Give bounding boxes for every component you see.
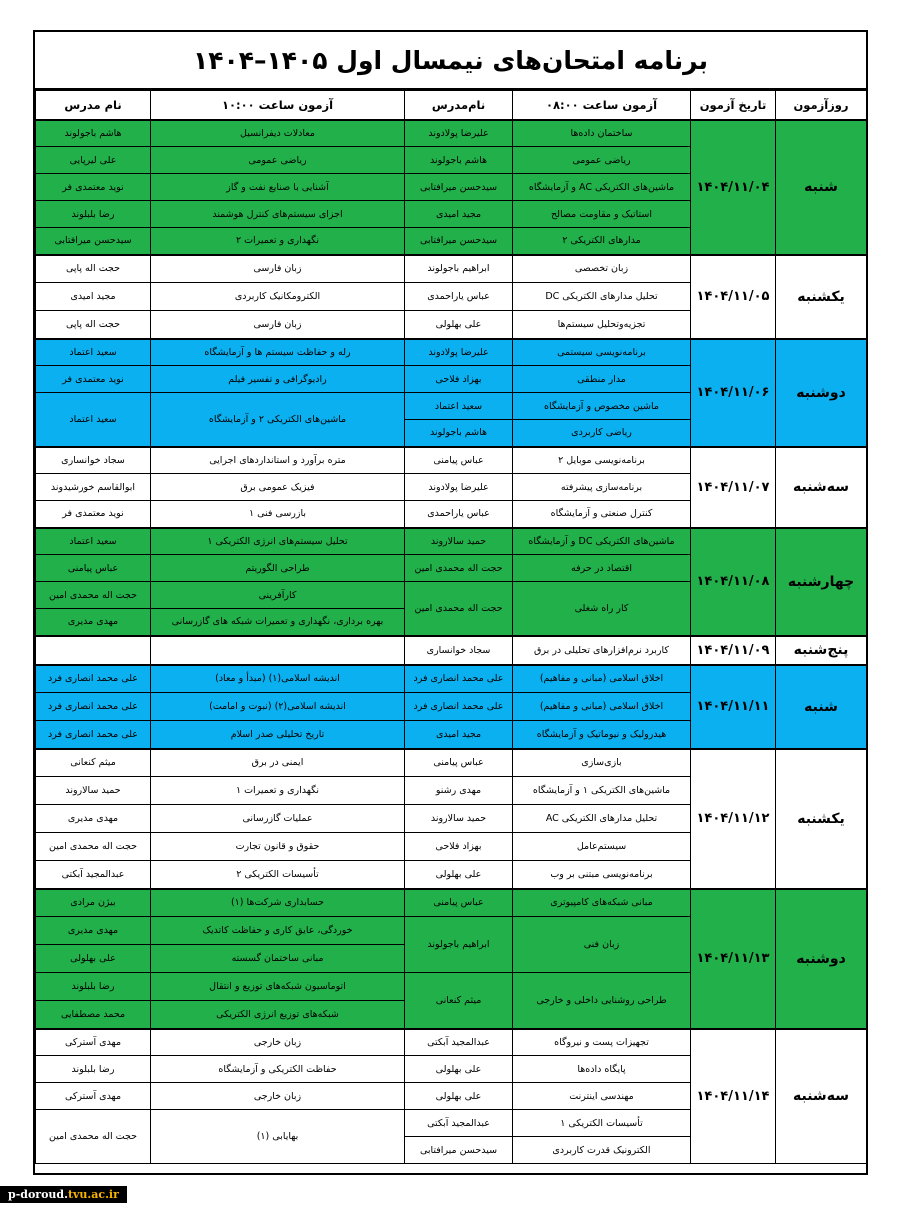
teacher-1000: نوید معتمدی فر bbox=[36, 366, 151, 393]
date-cell: ۱۴۰۴/۱۱/۰۸ bbox=[691, 528, 776, 636]
date-cell: ۱۴۰۴/۱۱/۰۹ bbox=[691, 636, 776, 665]
date-cell: ۱۴۰۴/۱۱/۰۴ bbox=[691, 120, 776, 255]
course-1000: طراحی الگوریتم bbox=[151, 555, 405, 582]
table-row bbox=[36, 447, 867, 474]
teacher-1000: میثم کنعانی bbox=[36, 749, 151, 777]
course-0800: استاتیک و مقاومت مصالح bbox=[513, 201, 691, 228]
teacher-0800: سیدحسن میرافتابی bbox=[405, 1137, 513, 1164]
teacher-0800: عبدالمجید آبکتی bbox=[405, 1110, 513, 1137]
course-0800: تجزیه‌وتحلیل سیستم‌ها bbox=[513, 311, 691, 339]
course-1000: ریاضی عمومی bbox=[151, 147, 405, 174]
course-1000: آشنایی با صنایع نفت و گاز bbox=[151, 174, 405, 201]
teacher-0800: سیدحسن میرافتابی bbox=[405, 174, 513, 201]
course-1000: نگهداری و تعمیرات ۱ bbox=[151, 777, 405, 805]
date-cell: ۱۴۰۴/۱۱/۱۱ bbox=[691, 665, 776, 749]
course-0800: برنامه‌نویسی موبایل ۲ bbox=[513, 447, 691, 474]
course-1000: مبانی ساختمان گسسته bbox=[151, 945, 405, 973]
course-0800: الکترونیک قدرت کاربردی bbox=[513, 1137, 691, 1164]
teacher-1000: هاشم باجولوند bbox=[36, 120, 151, 147]
course-1000: اتوماسیون شبکه‌های توزیع و انتقال bbox=[151, 973, 405, 1001]
course-0800: سیستم‌عامل bbox=[513, 833, 691, 861]
day-cell: دوشنبه bbox=[776, 339, 867, 447]
day-cell: سه‌شنبه bbox=[776, 447, 867, 528]
table-row bbox=[36, 1029, 867, 1056]
teacher-1000: علی محمد انصاری فرد bbox=[36, 693, 151, 721]
course-0800: ریاضی عمومی bbox=[513, 147, 691, 174]
course-0800: ماشین‌های الکتریکی AC و آزمایشگاه bbox=[513, 174, 691, 201]
day-cell: چهارشنبه bbox=[776, 528, 867, 636]
teacher-1000: علی محمد انصاری فرد bbox=[36, 721, 151, 749]
course-1000: فیزیک عمومی برق bbox=[151, 474, 405, 501]
date-cell: ۱۴۰۴/۱۱/۰۶ bbox=[691, 339, 776, 447]
course-0800: تجهیزات پست و نیروگاه bbox=[513, 1029, 691, 1056]
teacher-1000: محمد مصطفایی bbox=[36, 1001, 151, 1029]
course-1000: الکترومکانیک کاربردی bbox=[151, 283, 405, 311]
teacher-0800: علیرضا پولادوند bbox=[405, 474, 513, 501]
day-group bbox=[36, 665, 867, 749]
course-1000: ماشین‌های الکتریکی ۲ و آزمایشگاه bbox=[151, 393, 405, 447]
teacher-1000: رضا بلبلوند bbox=[36, 201, 151, 228]
course-0800: مدار منطقی bbox=[513, 366, 691, 393]
course-1000: نگهداری و تعمیرات ۲ bbox=[151, 228, 405, 255]
table-row bbox=[36, 339, 867, 366]
date-cell: ۱۴۰۴/۱۱/۱۳ bbox=[691, 889, 776, 1029]
teacher-0800: حجت اله محمدی امین bbox=[405, 555, 513, 582]
course-0800: بازی‌سازی bbox=[513, 749, 691, 777]
course-0800: ریاضی کاربردی bbox=[513, 420, 691, 447]
day-cell: دوشنبه bbox=[776, 889, 867, 1029]
teacher-1000: حمید سالاروند bbox=[36, 777, 151, 805]
course-1000: بازرسی فنی ۱ bbox=[151, 501, 405, 528]
teacher-0800: علیرضا پولادوند bbox=[405, 120, 513, 147]
header-exam-0800: آزمون ساعت ۰۸:۰۰ bbox=[513, 91, 691, 120]
day-cell: شنبه bbox=[776, 120, 867, 255]
course-1000: اجزای سیستم‌های کنترل هوشمند bbox=[151, 201, 405, 228]
teacher-0800: مجید امیدی bbox=[405, 721, 513, 749]
day-group bbox=[36, 636, 867, 665]
header-teacher-1000: نام مدرس bbox=[36, 91, 151, 120]
day-cell: سه‌شنبه bbox=[776, 1029, 867, 1164]
teacher-0800: سجاد خوانساری bbox=[405, 636, 513, 665]
teacher-1000: مهدی آسترکی bbox=[36, 1029, 151, 1056]
course-1000: رله و حفاظت سیستم ها و آزمایشگاه bbox=[151, 339, 405, 366]
teacher-0800: عباس پیامنی bbox=[405, 447, 513, 474]
teacher-1000: حجت اله محمدی امین bbox=[36, 1110, 151, 1164]
course-0800: مبانی شبکه‌های کامپیوتری bbox=[513, 889, 691, 917]
course-1000: زبان فارسی bbox=[151, 255, 405, 283]
schedule-table bbox=[35, 90, 867, 1164]
course-0800: هیدرولیک و نیوماتیک و آزمایشگاه bbox=[513, 721, 691, 749]
teacher-0800: عباس یاراحمدی bbox=[405, 501, 513, 528]
header-date: تاریخ آزمون bbox=[691, 91, 776, 120]
course-0800: زبان فنی bbox=[513, 917, 691, 973]
teacher-0800: مجید امیدی bbox=[405, 201, 513, 228]
teacher-0800: علی بهلولی bbox=[405, 1056, 513, 1083]
course-1000: عملیات گازرسانی bbox=[151, 805, 405, 833]
teacher-0800: هاشم باجولوند bbox=[405, 420, 513, 447]
course-0800: مهندسی اینترنت bbox=[513, 1083, 691, 1110]
teacher-1000: مهدی آسترکی bbox=[36, 1083, 151, 1110]
teacher-0800: حجت اله محمدی امین bbox=[405, 582, 513, 636]
teacher-1000: رضا بلبلوند bbox=[36, 973, 151, 1001]
teacher-1000: رضا بلبلوند bbox=[36, 1056, 151, 1083]
course-0800: اخلاق اسلامی (مبانی و مفاهیم) bbox=[513, 665, 691, 693]
teacher-1000: نوید معتمدی فر bbox=[36, 174, 151, 201]
course-1000: بهره برداری، نگهداری و تعمیرات شبکه های گازرسانی bbox=[151, 609, 405, 636]
table-row bbox=[36, 255, 867, 283]
teacher-0800: حمید سالاروند bbox=[405, 805, 513, 833]
teacher-1000: علی لیرپایی bbox=[36, 147, 151, 174]
course-0800: برنامه‌نویسی مبتنی بر وب bbox=[513, 861, 691, 889]
course-1000: متره برآورد و استانداردهای اجرایی bbox=[151, 447, 405, 474]
teacher-0800: بهزاد فلاحی bbox=[405, 366, 513, 393]
teacher-0800: مهدی رشنو bbox=[405, 777, 513, 805]
day-group bbox=[36, 255, 867, 339]
day-group bbox=[36, 447, 867, 528]
teacher-0800: علی بهلولی bbox=[405, 1083, 513, 1110]
day-cell: پنج‌شنبه bbox=[776, 636, 867, 665]
teacher-0800: عبدالمجید آبکتی bbox=[405, 1029, 513, 1056]
teacher-0800: بهزاد فلاحی bbox=[405, 833, 513, 861]
teacher-1000: حجت اله پاپی bbox=[36, 311, 151, 339]
exam-schedule-sheet bbox=[33, 30, 868, 1175]
day-group bbox=[36, 120, 867, 255]
course-1000: تأسیسات الکتریکی ۲ bbox=[151, 861, 405, 889]
date-cell: ۱۴۰۴/۱۱/۱۴ bbox=[691, 1029, 776, 1164]
teacher-1000: مهدی مدیری bbox=[36, 609, 151, 636]
header-row bbox=[36, 91, 867, 120]
day-cell: شنبه bbox=[776, 665, 867, 749]
course-0800: کار راه شغلی bbox=[513, 582, 691, 636]
course-0800: برنامه‌نویسی سیستمی bbox=[513, 339, 691, 366]
teacher-0800: علیرضا پولادوند bbox=[405, 339, 513, 366]
day-group bbox=[36, 528, 867, 636]
course-1000 bbox=[151, 636, 405, 665]
course-0800: اقتصاد در حرفه bbox=[513, 555, 691, 582]
header-day: روزآزمون bbox=[776, 91, 867, 120]
course-0800: ماشین‌های الکتریکی ۱ و آزمایشگاه bbox=[513, 777, 691, 805]
teacher-1000: حجت اله محمدی امین bbox=[36, 833, 151, 861]
table-row bbox=[36, 889, 867, 917]
teacher-1000: سعید اعتماد bbox=[36, 339, 151, 366]
course-1000: کارآفرینی bbox=[151, 582, 405, 609]
teacher-1000 bbox=[36, 636, 151, 665]
day-group bbox=[36, 339, 867, 447]
page-title: برنامه امتحان‌های نیمسال اول ۱۴۰۵–۱۴۰۴ bbox=[35, 32, 866, 90]
course-1000: بهایابی (۱) bbox=[151, 1110, 405, 1164]
teacher-0800: حمید سالاروند bbox=[405, 528, 513, 555]
course-0800: اخلاق اسلامی (مبانی و مفاهیم) bbox=[513, 693, 691, 721]
course-1000: رادیوگرافی و تفسیر فیلم bbox=[151, 366, 405, 393]
teacher-1000: عبدالمجید آبکتی bbox=[36, 861, 151, 889]
teacher-1000: مهدی مدیری bbox=[36, 805, 151, 833]
teacher-0800: علی بهلولی bbox=[405, 861, 513, 889]
teacher-0800: ابراهیم باجولوند bbox=[405, 255, 513, 283]
course-1000: حقوق و قانون تجارت bbox=[151, 833, 405, 861]
date-cell: ۱۴۰۴/۱۱/۰۵ bbox=[691, 255, 776, 339]
teacher-1000: بیژن مرادی bbox=[36, 889, 151, 917]
teacher-0800: علی محمد انصاری فرد bbox=[405, 693, 513, 721]
course-1000: تاریخ تحلیلی صدر اسلام bbox=[151, 721, 405, 749]
course-1000: تحلیل سیستم‌های انرژی الکتریکی ۱ bbox=[151, 528, 405, 555]
table-row bbox=[36, 636, 867, 665]
teacher-1000: مجید امیدی bbox=[36, 283, 151, 311]
table-row bbox=[36, 665, 867, 693]
course-1000: حسابداری شرکت‌ها (۱) bbox=[151, 889, 405, 917]
course-0800: برنامه‌سازی پیشرفته bbox=[513, 474, 691, 501]
teacher-1000: سیدحسن میرافتابی bbox=[36, 228, 151, 255]
day-group bbox=[36, 749, 867, 889]
day-group bbox=[36, 1029, 867, 1164]
course-0800: مدارهای الکتریکی ۲ bbox=[513, 228, 691, 255]
teacher-1000: حجت اله محمدی امین bbox=[36, 582, 151, 609]
course-0800: تأسیسات الکتریکی ۱ bbox=[513, 1110, 691, 1137]
course-1000: زبان خارجی bbox=[151, 1029, 405, 1056]
teacher-0800: عباس پیامنی bbox=[405, 749, 513, 777]
course-0800: کاربرد نرم‌افزارهای تحلیلی در برق bbox=[513, 636, 691, 665]
teacher-1000: مهدی مدیری bbox=[36, 917, 151, 945]
course-0800: پایگاه داده‌ها bbox=[513, 1056, 691, 1083]
teacher-0800: علی محمد انصاری فرد bbox=[405, 665, 513, 693]
course-1000: اندیشه اسلامی(۲) (نبوت و امامت) bbox=[151, 693, 405, 721]
course-1000: شبکه‌های توزیع انرژی الکتریکی bbox=[151, 1001, 405, 1029]
teacher-1000: ابوالقاسم خورشیدوند bbox=[36, 474, 151, 501]
teacher-1000: سعید اعتماد bbox=[36, 393, 151, 447]
course-0800: تحلیل مدارهای الکتریکی AC bbox=[513, 805, 691, 833]
site-prefix: p-doroud. bbox=[8, 1188, 68, 1201]
header-exam-1000: آزمون ساعت ۱۰:۰۰ bbox=[151, 91, 405, 120]
teacher-1000: علی محمد انصاری فرد bbox=[36, 665, 151, 693]
course-0800: ماشین‌های الکتریکی DC و آزمایشگاه bbox=[513, 528, 691, 555]
date-cell: ۱۴۰۴/۱۱/۱۲ bbox=[691, 749, 776, 889]
course-1000: خوردگی، عایق کاری و حفاظت کاتدیک bbox=[151, 917, 405, 945]
teacher-1000: نوید معتمدی فر bbox=[36, 501, 151, 528]
teacher-0800: میثم کنعانی bbox=[405, 973, 513, 1029]
teacher-1000: سعید اعتماد bbox=[36, 528, 151, 555]
teacher-0800: علی بهلولی bbox=[405, 311, 513, 339]
day-group bbox=[36, 889, 867, 1029]
course-1000: ایمنی در برق bbox=[151, 749, 405, 777]
course-0800: طراحی روشنایی داخلی و خارجی bbox=[513, 973, 691, 1029]
course-1000: زبان فارسی bbox=[151, 311, 405, 339]
course-1000: معادلات دیفرانسیل bbox=[151, 120, 405, 147]
day-cell: یکشنبه bbox=[776, 255, 867, 339]
course-1000: اندیشه اسلامی(۱) (مبدأ و معاد) bbox=[151, 665, 405, 693]
site-watermark bbox=[0, 1186, 127, 1203]
course-0800: زبان تخصصی bbox=[513, 255, 691, 283]
table-row bbox=[36, 528, 867, 555]
course-0800: تحلیل مدارهای الکتریکی DC bbox=[513, 283, 691, 311]
teacher-1000: حجت اله پاپی bbox=[36, 255, 151, 283]
date-cell: ۱۴۰۴/۱۱/۰۷ bbox=[691, 447, 776, 528]
day-cell: یکشنبه bbox=[776, 749, 867, 889]
table-row bbox=[36, 749, 867, 777]
teacher-0800: هاشم باجولوند bbox=[405, 147, 513, 174]
teacher-0800: عباس پیامنی bbox=[405, 889, 513, 917]
header-teacher-0800: نام‌مدرس bbox=[405, 91, 513, 120]
teacher-0800: ابراهیم باجولوند bbox=[405, 917, 513, 973]
teacher-0800: سعید اعتماد bbox=[405, 393, 513, 420]
course-0800: کنترل صنعتی و آزمایشگاه bbox=[513, 501, 691, 528]
teacher-1000: سجاد خوانساری bbox=[36, 447, 151, 474]
course-0800: ساختمان داده‌ها bbox=[513, 120, 691, 147]
course-0800: ماشین مخصوص و آزمایشگاه bbox=[513, 393, 691, 420]
course-1000: زبان خارجی bbox=[151, 1083, 405, 1110]
site-domain: tvu.ac.ir bbox=[67, 1188, 119, 1201]
table-row bbox=[36, 120, 867, 147]
teacher-1000: عباس پیامنی bbox=[36, 555, 151, 582]
teacher-0800: سیدحسن میرافتابی bbox=[405, 228, 513, 255]
course-1000: حفاظت الکتریکی و آزمایشگاه bbox=[151, 1056, 405, 1083]
teacher-1000: علی بهلولی bbox=[36, 945, 151, 973]
teacher-0800: عباس یاراحمدی bbox=[405, 283, 513, 311]
